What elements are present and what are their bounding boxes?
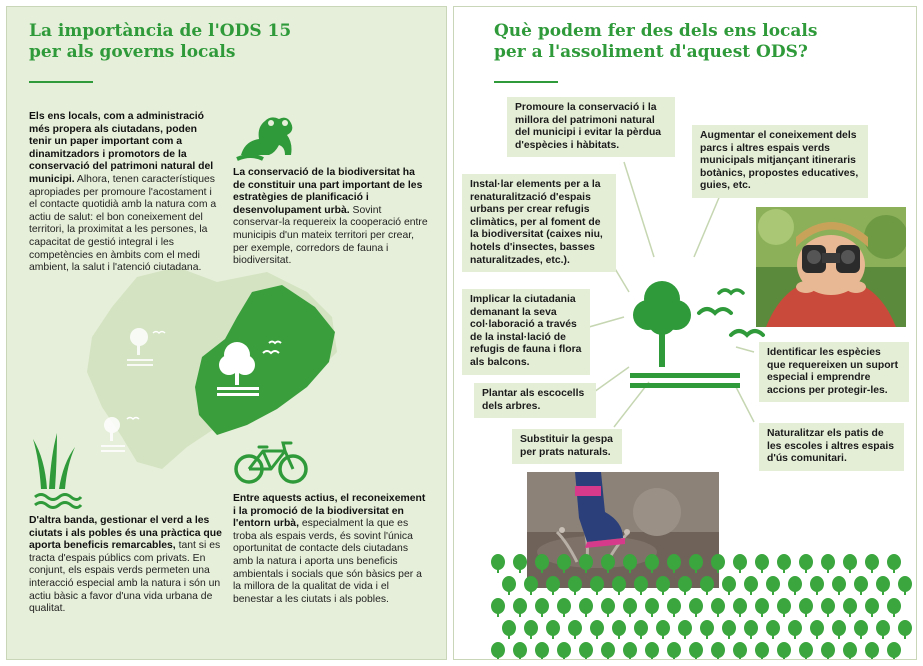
pattern-tree-icon (843, 642, 857, 660)
pattern-tree-icon (865, 598, 879, 617)
pattern-tree-icon (887, 642, 901, 660)
pattern-tree-icon (832, 620, 846, 639)
pattern-tree-icon (590, 576, 604, 595)
pattern-tree-icon (722, 620, 736, 639)
pattern-tree-icon (601, 598, 615, 617)
pattern-tree-icon (821, 598, 835, 617)
pattern-tree-icon (832, 576, 846, 595)
pattern-tree-icon (568, 576, 582, 595)
pattern-tree-icon (898, 620, 912, 639)
pattern-tree-icon (513, 598, 527, 617)
pattern-tree-icon (535, 642, 549, 660)
pattern-tree-icon (524, 576, 538, 595)
callout-ciutadania: Implicar la ciutadania demanant la seva col·laboració a través de la instal·lació de refugis de fauna i flora als balcons. (462, 289, 590, 375)
pattern-tree-icon (513, 554, 527, 573)
callout-gespa: Substituir la gespa per prats naturals. (512, 429, 622, 464)
pattern-tree-icon (876, 620, 890, 639)
pattern-tree-icon (689, 598, 703, 617)
pattern-tree-icon (678, 620, 692, 639)
pattern-tree-icon (667, 598, 681, 617)
pattern-tree-icon (546, 576, 560, 595)
pattern-tree-icon (711, 642, 725, 660)
p3-text: tant si es tracta d'espais públics com privats. En conjunt, els espais verds permeten una interacció especial amb la natura i són un actiu bàsic a favor d'una vida urbana de qualitat. (29, 540, 221, 615)
pattern-tree-icon (645, 554, 659, 573)
left-paragraph-4 (233, 493, 431, 606)
pattern-tree-icon (755, 554, 769, 573)
pattern-tree-icon (788, 620, 802, 639)
pattern-tree-icon (579, 554, 593, 573)
pattern-tree-icon (524, 620, 538, 639)
left-panel (6, 6, 447, 660)
pattern-tree-icon (865, 554, 879, 573)
pattern-tree-icon (623, 554, 637, 573)
pattern-tree-icon (711, 598, 725, 617)
map-icon (67, 247, 357, 477)
pattern-tree-icon (601, 554, 615, 573)
callout-escocells: Plantar als escocells dels arbres. (474, 383, 596, 418)
pattern-tree-icon (799, 554, 813, 573)
pattern-tree-icon (766, 576, 780, 595)
pattern-tree-icon (821, 554, 835, 573)
tree-pattern (492, 552, 917, 660)
callout-coneixement: Augmentar el coneixement dels parcs i altres espais verds municipals mitjançant itineraris botànics, propostes educatives, guies, etc. (692, 125, 868, 198)
p3-bold: D'altra banda, gestionar el verd a les ciutats i als pobles és una pràctica que aporta beneficis remarcables, (29, 515, 222, 552)
pattern-tree-icon (898, 576, 912, 595)
pattern-tree-icon (810, 576, 824, 595)
pattern-tree-icon (491, 642, 505, 660)
pattern-tree-icon (876, 576, 890, 595)
pattern-tree-icon (667, 554, 681, 573)
grass-icon (31, 429, 83, 511)
pattern-tree-icon (667, 642, 681, 660)
callout-conservacio: Promoure la conservació i la millora del patrimoni natural del municipi i evitar la pèrdua d'espècies i hàbitats. (507, 97, 675, 157)
pattern-tree-icon (843, 598, 857, 617)
bicycle-icon (233, 439, 309, 485)
left-title-line2: per als governs locals (29, 42, 236, 62)
pattern-tree-icon (777, 598, 791, 617)
pattern-tree-icon (579, 642, 593, 660)
pattern-tree-icon (645, 642, 659, 660)
pattern-tree-icon (788, 576, 802, 595)
pattern-tree-icon (733, 554, 747, 573)
pattern-tree-icon (678, 576, 692, 595)
pattern-tree-icon (623, 642, 637, 660)
frog-icon (235, 111, 299, 163)
pattern-tree-icon (557, 642, 571, 660)
pattern-tree-icon (854, 620, 868, 639)
left-title-line1: La importància de l'ODS 15 (29, 21, 292, 41)
pattern-tree-icon (513, 642, 527, 660)
pattern-tree-icon (711, 554, 725, 573)
callout-renaturalitzacio: Instal·lar elements per a la renaturalització d'espais urbans per crear refugis climàtics, per al foment de la biodiversitat (caixes niu, hotels d'insectes, basses naturalitzades, etc.). (462, 174, 616, 272)
pattern-tree-icon (887, 554, 901, 573)
pattern-tree-icon (799, 642, 813, 660)
pattern-tree-icon (799, 598, 813, 617)
right-panel (453, 6, 917, 660)
pattern-tree-icon (821, 642, 835, 660)
pattern-tree-icon (722, 576, 736, 595)
pattern-tree-icon (700, 576, 714, 595)
pattern-tree-icon (865, 642, 879, 660)
pattern-tree-icon (777, 554, 791, 573)
p2-bold: La conservació de la biodiversitat ha de constituir una part important de les estratègies de planificació i desenvolupament urbà. (233, 167, 423, 216)
pattern-tree-icon (557, 554, 571, 573)
pattern-tree-icon (689, 554, 703, 573)
pattern-tree-icon (689, 642, 703, 660)
pattern-tree-icon (755, 642, 769, 660)
pattern-tree-icon (491, 554, 505, 573)
p1-bold: Els ens locals, com a administració més propera als ciutadans, poden tenir un paper important com a dinamitzadors i promotors de la conservació del patrimoni natural del municipi. (29, 111, 214, 185)
left-title (29, 21, 291, 63)
pattern-tree-icon (623, 598, 637, 617)
left-title-rule (29, 81, 93, 83)
callout-especies: Identificar les espècies que requereixen un suport especial i emprendre accions per protegir-les. (759, 342, 909, 402)
left-paragraph-1 (29, 111, 219, 275)
pattern-tree-icon (656, 620, 670, 639)
p4-bold: Entre aquests actius, el reconeixement i la promoció de la biodiversitat en l'entorn urbà, (233, 493, 426, 530)
pattern-tree-icon (777, 642, 791, 660)
left-paragraph-2 (233, 167, 429, 268)
pattern-tree-icon (546, 620, 560, 639)
photo-binoculars (756, 207, 906, 327)
pattern-tree-icon (612, 620, 626, 639)
pattern-tree-icon (568, 620, 582, 639)
binoculars-photo-illustration (756, 207, 906, 327)
pattern-tree-icon (502, 620, 516, 639)
pattern-tree-icon (733, 598, 747, 617)
pattern-tree-icon (579, 598, 593, 617)
pattern-tree-icon (612, 576, 626, 595)
pattern-tree-icon (557, 598, 571, 617)
right-title-line1: Què podem fer des dels ens locals (494, 21, 818, 41)
right-title-line2: per a l'assoliment d'aquest ODS? (494, 42, 808, 62)
pattern-tree-icon (810, 620, 824, 639)
pattern-tree-icon (491, 598, 505, 617)
pattern-tree-icon (535, 554, 549, 573)
pattern-tree-icon (766, 620, 780, 639)
pattern-tree-icon (744, 620, 758, 639)
pattern-tree-icon (634, 620, 648, 639)
pattern-tree-icon (854, 576, 868, 595)
pattern-tree-icon (755, 598, 769, 617)
p2-text: Sovint conservar-la requereix la cooperació entre municipis d'un mateix territori per crear, per exemple, corredors de fauna i biodiversitat. (233, 204, 428, 267)
pattern-tree-icon (744, 576, 758, 595)
pattern-tree-icon (656, 576, 670, 595)
pattern-tree-icon (601, 642, 615, 660)
pattern-tree-icon (535, 598, 549, 617)
p4-text: especialment la que es troba als espais verds, és sovint l'única oportunitat de contacte dels ciutadans amb la natura i aporta uns beneficis ambientals i socials que són bàsics per a la millora de la qualitat de vida i el benestar a les ciutats i als pobles. (233, 518, 422, 605)
pattern-tree-icon (590, 620, 604, 639)
callout-patis: Naturalitzar els patis de les escoles i altres espais d'ús comunitari. (759, 423, 904, 471)
pattern-tree-icon (502, 576, 516, 595)
pattern-tree-icon (733, 642, 747, 660)
pattern-tree-icon (645, 598, 659, 617)
pattern-tree-icon (634, 576, 648, 595)
pattern-tree-icon (843, 554, 857, 573)
p1-text: Alhora, tenen característiques apropiades per promoure l'acostament i el contacte quotidià amb la natura com a actiu de salut: el bon coneixement del territori, la proximitat a les persones, la capacitat de gestió integral i les competències en àmbits com el medi ambient, la salut i l'atenció ciutadana. (29, 173, 217, 274)
left-paragraph-3 (29, 515, 223, 616)
pattern-tree-icon (700, 620, 714, 639)
pattern-tree-icon (887, 598, 901, 617)
